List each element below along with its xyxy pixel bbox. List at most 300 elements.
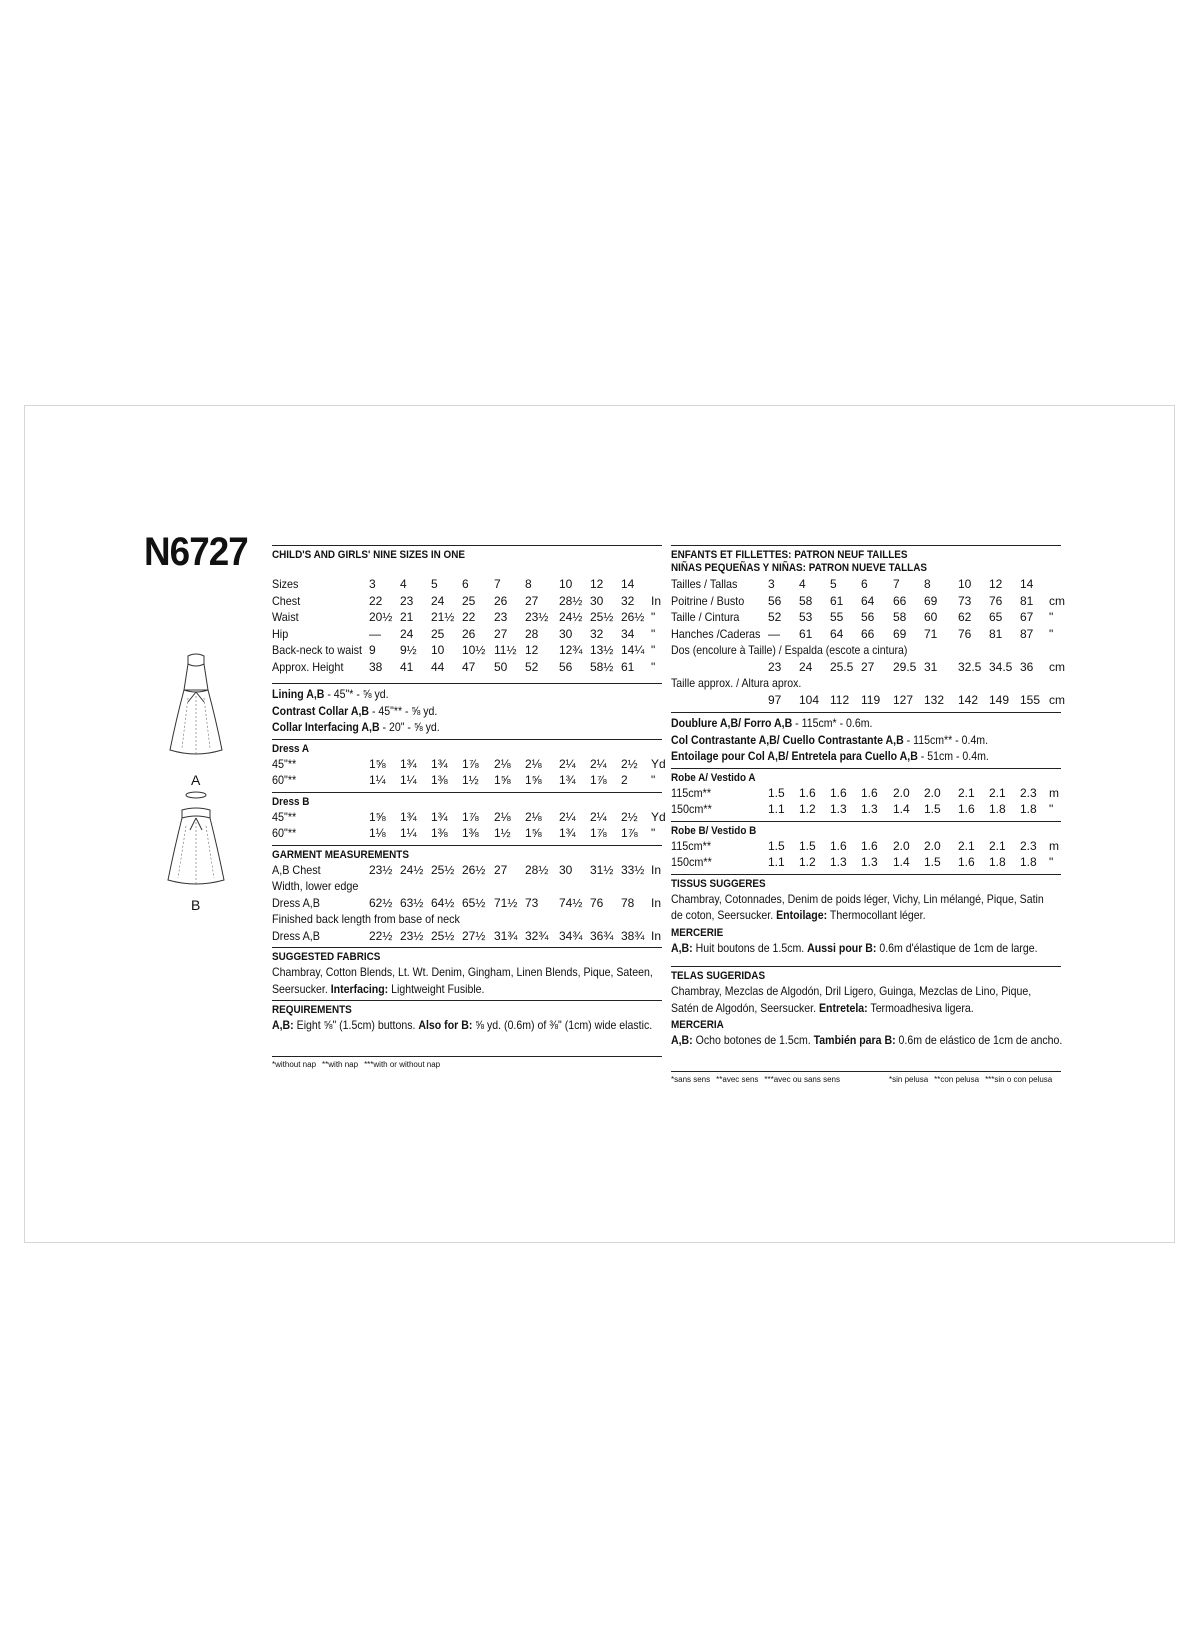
cell-value: 76 <box>989 593 1003 608</box>
cell-value: 127 <box>893 692 914 707</box>
table-row <box>671 692 1065 709</box>
yardage-line: Col Contrastante A,B/ Cuello Contrastante A,B - 115cm** - 0.4m. <box>671 732 989 747</box>
cell-value: 1⅜ <box>431 826 448 840</box>
row-label: 60"** <box>272 773 297 787</box>
unit-label: " <box>651 773 656 787</box>
cell-value: 12 <box>525 643 539 657</box>
dress-a-sketch <box>166 650 226 770</box>
cell-value: 1.6 <box>861 785 878 800</box>
cell-value: 30 <box>590 593 604 608</box>
row-label: 60"** <box>272 826 297 840</box>
cell-value: 1.8 <box>1020 802 1037 816</box>
cell-value: 1.6 <box>830 785 847 800</box>
pattern-number: N6727 <box>144 530 248 574</box>
cell-value: 1⅞ <box>621 826 638 840</box>
unit-label: Yd <box>651 756 666 771</box>
cell-value: 58 <box>893 610 907 624</box>
cell-value: 9 <box>369 643 376 657</box>
dress-b-heading: Dress B <box>272 795 310 808</box>
unit-label: m <box>1049 838 1059 853</box>
cell-value: 1.3 <box>861 855 878 869</box>
cell-value: 2½ <box>621 756 638 771</box>
cell-value: 1⅞ <box>590 773 607 787</box>
unit-label: " <box>1049 855 1054 869</box>
french-title: ENFANTS ET FILLETTES: PATRON NEUF TAILLES <box>671 549 908 561</box>
unit-label: " <box>651 659 656 674</box>
garment-measurements-heading: GARMENT MEASUREMENTS <box>272 848 409 861</box>
cell-value: 2.3 <box>1020 838 1037 853</box>
cell-value: 24½ <box>559 610 583 624</box>
cell-value: 1¾ <box>400 756 417 771</box>
cell-value: 1.4 <box>893 802 910 816</box>
cell-value: 27 <box>494 862 508 877</box>
cell-value: 24 <box>431 593 445 608</box>
unit-label: In <box>651 593 662 608</box>
yardage-line: Doublure A,B/ Forro A,B - 115cm* - 0.6m. <box>671 716 873 730</box>
unit-label: " <box>1049 802 1054 816</box>
fr-back-values <box>671 659 1065 676</box>
cell-value: 22 <box>462 610 476 624</box>
cell-value: 2¼ <box>590 809 607 824</box>
cell-value: 66 <box>893 593 907 608</box>
tissus-line1: Chambray, Cotonnades, Denim de poids léger, Vichy, Lin mélangé, Pique, Satin <box>671 891 1044 906</box>
cell-value: 1.6 <box>799 785 816 800</box>
cell-value: 4 <box>400 577 407 591</box>
cell-value: 1.2 <box>799 855 816 869</box>
cell-value: 25½ <box>590 610 614 624</box>
cell-value: 10 <box>431 643 445 657</box>
cell-value: 2.1 <box>958 838 975 853</box>
cell-value: 142 <box>958 692 979 707</box>
cell-value: 13½ <box>590 643 614 657</box>
mercerie-heading: MERCERIE <box>671 926 724 939</box>
cell-value: 14 <box>1020 577 1034 591</box>
cell-value: 64 <box>861 593 875 608</box>
table-row <box>671 659 1065 676</box>
cell-value: 1⅜ <box>431 773 448 787</box>
table-row <box>272 862 662 879</box>
requirements-text: A,B: Eight ⅝" (1.5cm) buttons. Also for B: ⅝ yd. (0.6m) of ⅜" (1cm) wide elastic. <box>272 1018 653 1032</box>
fr-es-footnotes: *sans sens **avec sens ***avec ou sans sens *sin pelusa **con pelusa ***sin o con pelusa <box>671 1074 1053 1084</box>
table-row <box>272 895 662 912</box>
row-label: Hip <box>272 626 289 641</box>
cell-value: 27 <box>525 593 539 608</box>
cell-value: 24½ <box>400 862 424 877</box>
cell-value: 2⅛ <box>525 756 542 771</box>
table-row <box>272 576 662 593</box>
cell-value: 44 <box>431 659 445 674</box>
cell-value: 1.4 <box>893 855 910 869</box>
table-row <box>671 785 1061 802</box>
cell-value: 2.0 <box>924 785 941 800</box>
cell-value: 3 <box>369 577 376 591</box>
cell-value: 20½ <box>369 610 393 624</box>
requirements-heading: REQUIREMENTS <box>272 1004 352 1016</box>
cell-value: 31 <box>924 659 938 674</box>
cell-value: 1⅝ <box>525 826 542 840</box>
cell-value: — <box>369 626 381 641</box>
dress-a-yardage <box>272 756 666 789</box>
table-row <box>671 626 1061 643</box>
cell-value: 1¼ <box>400 826 417 840</box>
table-row <box>272 772 662 789</box>
tissus-line2: de coton, Seersucker. Entoilage: Thermocollant léger. <box>671 908 926 922</box>
cell-value: 1.5 <box>924 802 941 816</box>
fr-height-label: Taille approx. / Altura aprox. <box>671 676 802 690</box>
cell-value: 56 <box>559 659 573 674</box>
cell-value: 104 <box>799 692 820 707</box>
table-row <box>272 642 662 659</box>
cell-value: 28 <box>525 626 539 641</box>
suggested-fabrics-line2: Seersucker. Interfacing: Lightweight Fusible. <box>272 981 485 996</box>
table-row <box>272 878 662 895</box>
cell-value: 4 <box>799 577 806 591</box>
cell-value: 155 <box>1020 692 1041 707</box>
suggested-fabrics-line1: Chambray, Cotton Blends, Lt. Wt. Denim, Gingham, Linen Blends, Pique, Sateen, <box>272 965 653 979</box>
row-label: Width, lower edge <box>272 879 359 893</box>
cell-value: 27 <box>494 626 508 641</box>
cell-value: 1.5 <box>924 855 941 869</box>
cell-value: 76 <box>590 895 604 910</box>
cell-value: 1¾ <box>431 756 448 771</box>
cell-value: 28½ <box>525 862 549 877</box>
cell-value: 69 <box>924 593 938 608</box>
cell-value: 2⅛ <box>494 756 511 771</box>
cell-value: 25.5 <box>830 659 854 674</box>
cell-value: 62 <box>958 610 972 624</box>
cell-value: 5 <box>830 577 837 591</box>
telas-line2: Satén de Algodón, Seersucker. Entretela: Termoadhesiva ligera. <box>671 1000 974 1015</box>
cell-value: 10½ <box>462 643 486 657</box>
dress-b-sketch <box>166 790 226 900</box>
cell-value: 2 <box>621 773 628 787</box>
cell-value: 73 <box>525 895 539 910</box>
cell-value: 62½ <box>369 895 393 910</box>
cell-value: 12 <box>989 577 1003 591</box>
row-label: Back-neck to waist <box>272 643 363 657</box>
cell-value: 1.6 <box>958 802 975 816</box>
cell-value: 2.0 <box>893 838 910 853</box>
cell-value: 1¼ <box>400 773 417 787</box>
cell-value: 50 <box>494 659 508 674</box>
cell-value: 78 <box>621 895 635 910</box>
cell-value: 2.3 <box>1020 785 1037 800</box>
cell-value: 81 <box>989 626 1003 641</box>
cell-value: 1.8 <box>989 855 1006 869</box>
cell-value: 2¼ <box>559 756 576 771</box>
robe-a-yardage <box>671 785 1061 818</box>
row-label: Poitrine / Busto <box>671 593 745 608</box>
cell-value: 14 <box>621 577 635 591</box>
cell-value: 1.8 <box>1020 855 1037 869</box>
cell-value: 73 <box>958 593 972 608</box>
robe-a-heading: Robe A/ Vestido A <box>671 771 756 784</box>
fr-back-label: Dos (encolure à Taille) / Espalda (escote a cintura) <box>671 643 908 657</box>
cell-value: 24 <box>400 626 414 641</box>
cell-value: 26½ <box>462 862 486 877</box>
cell-value: 2¼ <box>559 809 576 824</box>
yardage-line: Lining A,B - 45"* - ⅝ yd. <box>272 687 389 701</box>
cell-value: 56 <box>768 593 782 608</box>
cell-value: 32¾ <box>525 928 549 943</box>
cell-value: 26 <box>462 626 476 641</box>
unit-label: " <box>651 610 656 624</box>
cell-value: 2.1 <box>958 785 975 800</box>
cell-value: 8 <box>525 577 532 591</box>
row-label: Dress A,B <box>272 895 321 910</box>
cell-value: 8 <box>924 577 931 591</box>
cell-value: 61 <box>799 626 813 641</box>
cell-value: 22½ <box>369 928 393 943</box>
cell-value: 2⅛ <box>525 809 542 824</box>
cell-value: 1⅝ <box>494 773 511 787</box>
cell-value: 1.3 <box>861 802 878 816</box>
cell-value: 1⅝ <box>525 773 542 787</box>
cell-value: 27½ <box>462 928 486 943</box>
cell-value: 1⅝ <box>369 756 386 771</box>
row-label: Tailles / Tallas <box>671 577 738 591</box>
table-row <box>272 809 666 826</box>
cell-value: 1⅞ <box>590 826 607 840</box>
table-row <box>671 609 1061 626</box>
cell-value: 10 <box>958 577 972 591</box>
cell-value: 1.3 <box>830 802 847 816</box>
cell-value: 25½ <box>431 928 455 943</box>
table-row <box>671 801 1061 818</box>
telas-line1: Chambray, Mezclas de Algodón, Dril Ligero, Guinga, Mezclas de Lino, Pique, <box>671 984 1032 998</box>
cell-value: 112 <box>830 692 850 707</box>
cell-value: 1¾ <box>400 809 417 824</box>
english-footnotes: *without nap **with nap ***with or without nap <box>272 1059 441 1069</box>
cell-value: 1.5 <box>799 838 816 853</box>
cell-value: 61 <box>830 593 844 608</box>
cell-value: 2.0 <box>924 838 941 853</box>
cell-value: 87 <box>1020 626 1034 641</box>
cell-value: 33½ <box>621 862 645 877</box>
cell-value: 1⅞ <box>462 809 479 824</box>
cell-value: 132 <box>924 692 945 707</box>
cell-value: 2.1 <box>989 785 1006 800</box>
cell-value: 41 <box>400 659 414 674</box>
cell-value: 74½ <box>559 895 583 910</box>
unit-label: " <box>651 826 656 840</box>
cell-value: 1⅛ <box>369 826 386 840</box>
cell-value: 63½ <box>400 895 424 910</box>
cell-value: 30 <box>559 626 573 641</box>
unit-label: m <box>1049 785 1059 800</box>
yardage-notes <box>272 684 662 736</box>
cell-value: 52 <box>768 610 782 624</box>
garment-measurements-table <box>272 862 662 945</box>
cell-value: 22 <box>369 593 383 608</box>
table-row <box>671 593 1065 610</box>
cell-value: 7 <box>494 577 501 591</box>
row-label: A,B Chest <box>272 862 321 877</box>
cell-value: 52 <box>525 659 539 674</box>
cell-value: 1⅞ <box>462 756 479 771</box>
row-label: 150cm** <box>671 855 712 869</box>
cell-value: 9½ <box>400 643 417 657</box>
cell-value: 65 <box>989 610 1003 624</box>
cell-value: 55 <box>830 610 844 624</box>
cell-value: 1.8 <box>989 802 1006 816</box>
cell-value: 28½ <box>559 593 583 608</box>
yardage-line: Entoilage pour Col A,B/ Entretela para Cuello A,B - 51cm - 0.4m. <box>671 749 989 763</box>
cell-value: 34 <box>621 626 635 641</box>
cell-value: 36¾ <box>590 928 614 943</box>
row-label: 115cm** <box>671 838 712 853</box>
body-measurement-table <box>272 576 662 675</box>
cell-value: 1¾ <box>431 809 448 824</box>
cell-value: 64½ <box>431 895 455 910</box>
cell-value: 1.6 <box>958 855 975 869</box>
cell-value: 2⅛ <box>494 809 511 824</box>
table-row <box>671 838 1061 855</box>
cell-value: 64 <box>830 626 844 641</box>
cell-value: 21½ <box>431 610 455 624</box>
tissus-heading: TISSUS SUGGERES <box>671 877 766 890</box>
cell-value: 10 <box>559 577 573 591</box>
cell-value: 2.0 <box>893 785 910 800</box>
cell-value: 25 <box>431 626 445 641</box>
cell-value: 25 <box>462 593 476 608</box>
suggested-fabrics-heading: SUGGESTED FABRICS <box>272 951 381 963</box>
cell-value: 32.5 <box>958 659 982 674</box>
row-label: Chest <box>272 593 301 608</box>
cell-value: 2½ <box>621 809 638 824</box>
cell-value: 23½ <box>400 928 424 943</box>
cell-value: 81 <box>1020 593 1034 608</box>
cell-value: 31¾ <box>494 928 518 943</box>
row-label: 150cm** <box>671 802 712 816</box>
cell-value: — <box>768 626 780 641</box>
cell-value: 32 <box>621 593 635 608</box>
cell-value: 1.5 <box>768 838 785 853</box>
cell-value: 60 <box>924 610 938 624</box>
robe-b-yardage <box>671 838 1061 871</box>
cell-value: 26½ <box>621 610 645 624</box>
cell-value: 1½ <box>494 826 511 840</box>
merceria-heading: MERCERIA <box>671 1019 724 1031</box>
unit-label: In <box>651 862 662 877</box>
cell-value: 1.5 <box>768 785 785 800</box>
dress-b-yardage <box>272 809 666 842</box>
cell-value: 1¾ <box>559 826 576 840</box>
cell-value: 11½ <box>494 643 517 657</box>
cell-value: 5 <box>431 577 438 591</box>
row-label: Hanches /Caderas <box>671 626 761 641</box>
table-row <box>272 825 662 842</box>
cell-value: 34¾ <box>559 928 583 943</box>
cell-value: 66 <box>861 626 875 641</box>
cell-value: 21 <box>400 610 414 624</box>
cell-value: 12 <box>590 577 604 591</box>
cell-value: 1.2 <box>799 802 816 816</box>
mercerie-text: A,B: Huit boutons de 1.5cm. Aussi pour B: 0.6m d'élastique de 1cm de large. <box>671 940 1038 955</box>
robe-b-heading: Robe B/ Vestido B <box>671 824 757 837</box>
cell-value: 30 <box>559 862 573 877</box>
cell-value: 29.5 <box>893 659 917 674</box>
cell-value: 6 <box>861 577 868 591</box>
table-row <box>272 609 662 626</box>
cell-value: 14¼ <box>621 643 645 657</box>
cell-value: 1.3 <box>830 855 847 869</box>
row-label: 115cm** <box>671 785 712 800</box>
cell-value: 36 <box>1020 659 1034 674</box>
cell-value: 65½ <box>462 895 486 910</box>
sketch-label-b: B <box>191 897 201 913</box>
row-label: Approx. Height <box>272 659 344 674</box>
cell-value: 1.6 <box>861 838 878 853</box>
row-label: Waist <box>272 610 299 624</box>
fr-height-values <box>671 692 1065 709</box>
row-label: 45"** <box>272 809 297 824</box>
cell-value: 61 <box>621 659 635 674</box>
cell-value: 23 <box>400 593 414 608</box>
unit-label: In <box>651 895 662 910</box>
english-column <box>272 545 666 1070</box>
unit-label: In <box>651 928 662 943</box>
row-label: Taille / Cintura <box>671 610 740 624</box>
table-row <box>272 756 666 773</box>
unit-label: " <box>1049 626 1054 641</box>
fr-yardage-notes <box>671 713 1061 765</box>
unit-label: " <box>1049 610 1054 624</box>
cell-value: 27 <box>861 659 875 674</box>
cell-value: 23½ <box>369 862 393 877</box>
cell-value: 47 <box>462 659 476 674</box>
fr-body-measurement-table <box>671 576 1065 642</box>
cell-value: 58 <box>799 593 813 608</box>
cell-value: 38 <box>369 659 383 674</box>
cell-value: 31½ <box>590 862 614 877</box>
cell-value: 38¾ <box>621 928 645 943</box>
unit-label: " <box>651 643 656 657</box>
cell-value: 67 <box>1020 610 1034 624</box>
cell-value: 12¾ <box>559 643 583 657</box>
table-row <box>272 593 662 610</box>
row-label: Finished back length from base of neck <box>272 912 460 926</box>
cell-value: 23½ <box>525 610 549 624</box>
cell-value: 97 <box>768 692 782 707</box>
french-spanish-column <box>671 545 1065 1085</box>
cell-value: 24 <box>799 659 813 674</box>
row-label: 45"** <box>272 756 297 771</box>
table-row <box>272 626 662 643</box>
telas-heading: TELAS SUGERIDAS <box>671 970 766 982</box>
yardage-line: Collar Interfacing A,B - 20" - ⅝ yd. <box>272 720 440 734</box>
cell-value: 149 <box>989 692 1010 707</box>
cell-value: 25½ <box>431 862 455 877</box>
cell-value: 1.1 <box>768 855 785 869</box>
cell-value: 71½ <box>494 895 518 910</box>
english-title: CHILD'S AND GIRLS' NINE SIZES IN ONE <box>272 549 466 561</box>
cell-value: 3 <box>768 577 775 591</box>
cell-value: 58½ <box>590 659 614 674</box>
cell-value: 23 <box>768 659 782 674</box>
cell-value: 1.1 <box>768 802 785 816</box>
unit-label: Yd <box>651 809 666 824</box>
cell-value: 69 <box>893 626 907 641</box>
cell-value: 76 <box>958 626 972 641</box>
merceria-text: A,B: Ocho botones de 1.5cm. También para B: 0.6m de elástico de 1cm de ancho. <box>671 1033 1063 1047</box>
table-row <box>272 659 662 676</box>
row-label: Dress A,B <box>272 928 321 943</box>
table-row <box>671 854 1061 871</box>
cell-value: 1⅜ <box>462 826 479 840</box>
cell-value: 1¼ <box>369 773 386 787</box>
unit-label: cm <box>1049 593 1065 608</box>
